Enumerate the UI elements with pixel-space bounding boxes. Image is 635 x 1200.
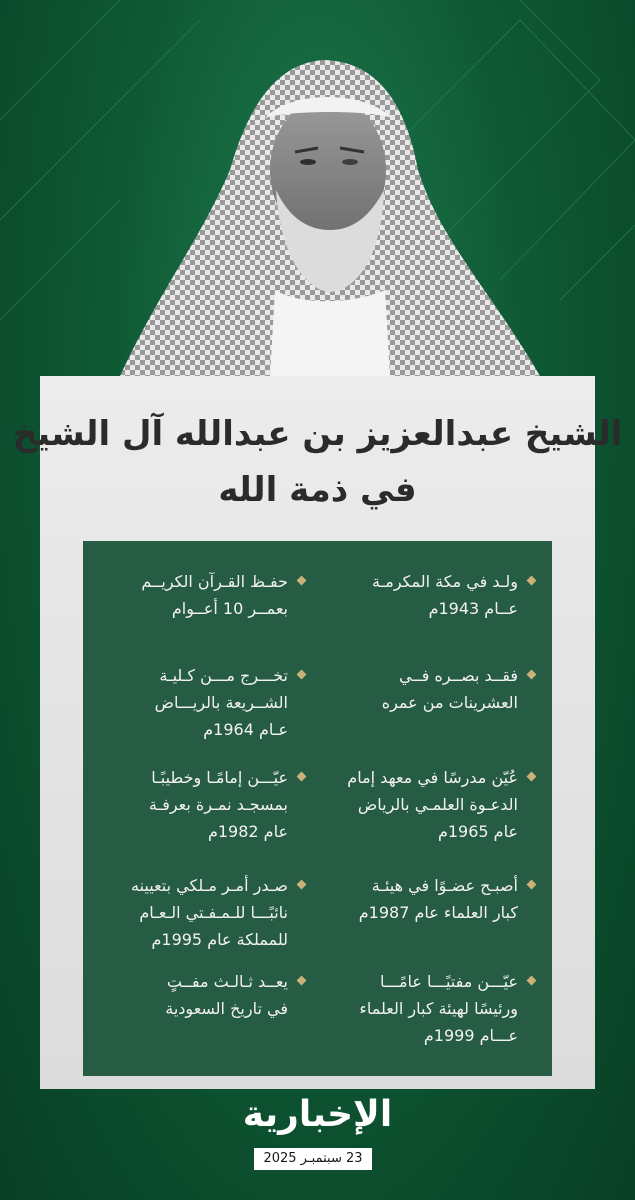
portrait-image <box>100 40 560 380</box>
date-badge: 23 سبتمبـر 2025 <box>254 1148 372 1170</box>
fact-member: أصبـح عضـوًا في هيئـة كبار العلماء عام 1987م <box>313 872 518 926</box>
brand-logo: الإخبارية <box>242 1094 393 1135</box>
fact-sight: فقــد بصــره فــي العشرينات من عمره <box>313 662 518 716</box>
page-title: الشيخ عبدالعزيز بن عبدالله آل الشيخ <box>12 414 623 454</box>
fact-graduate: تخـــرج مـــن كـليـة الشــريعة بالريـــاض عـام 1964م <box>83 662 288 743</box>
fact-quran: حفـظ القـرآن الكريــم بعمــر 10 أعــوام <box>83 568 288 622</box>
fact-birth: ولـد في مكة المكرمـة عــام 1943م <box>313 568 518 622</box>
fact-third-mufti: يعــد ثـالـث مفــتٍ في تاريخ السعودية <box>83 968 288 1022</box>
fact-mufti: عيّـــن مفتيًـــا عامًـــا ورئيسًا لهيئة كبار العلماء عـــام 1999م <box>313 968 518 1049</box>
fact-imam: عيّـــن إمامًـا وخطيبًـا بمسجـد نمـرة بعرفـة عام 1982م <box>83 764 288 845</box>
page-subtitle: في ذمة الله <box>218 470 417 510</box>
fact-deputy: صـدر أمـر مـلكي بتعيينه نائبًـــا للـمـفـتي الـعـام للمملكة عام 1995م <box>83 872 288 953</box>
fact-teacher: عُيّن مدرسًا في معهد إمام الدعـوة العلمـي بالرياض عام 1965م <box>313 764 518 845</box>
